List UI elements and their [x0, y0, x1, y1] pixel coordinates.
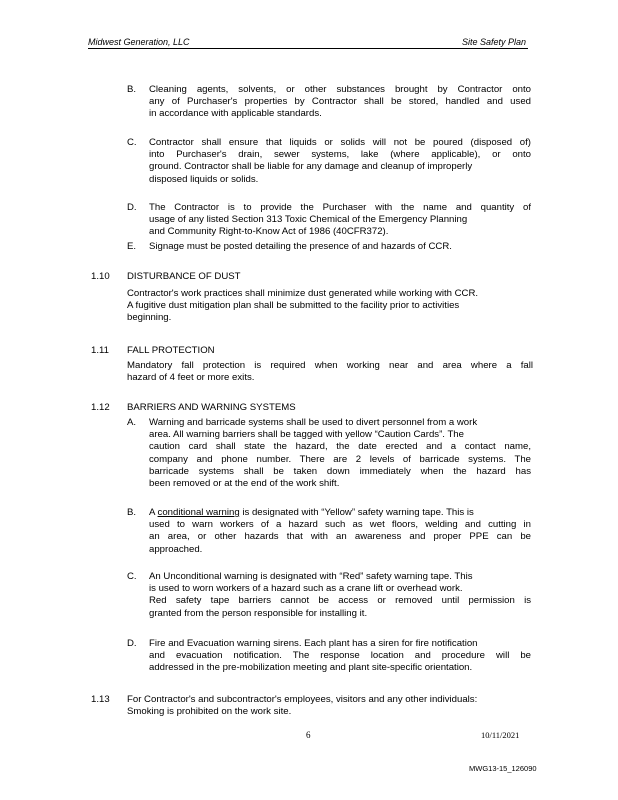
section-1-13-text: For Contractor's and subcontractor's employees, visitors and any other individuals: Smoking is prohibited on the work site.: [127, 694, 478, 718]
header-company: Midwest Generation, LLC: [88, 37, 190, 47]
page-number: 6: [306, 730, 311, 740]
section-1-10-number: 1.10: [91, 271, 110, 282]
item-1-12-d-text: Fire and Evacuation warning sirens. Each plant has a siren for fire notification and evacuation notification. The response location and procedure will be addressed in the pre-mobilization meeting and plant site-specific orientation.: [149, 638, 531, 674]
footer-date: 10/11/2021: [481, 730, 520, 740]
item-d-label: D.: [127, 202, 137, 213]
item-1-12-b-text: A conditional warning is designated with “Yellow” safety warning tape. This is used to warn workers of a hazard such as wet floors, welding and cutting in an area, or other hazards that with an awareness and proper PPE can be approached.: [149, 507, 531, 555]
item-b-label: B.: [127, 84, 137, 95]
item-1-12-c-label: C.: [127, 571, 137, 582]
item-b-text: Cleaning agents, solvents, or other substances brought by Contractor onto any of Purchaser's properties by Contractor shall be stored, handled and used in accordance with applicable standards.: [149, 84, 531, 120]
section-1-13-number: 1.13: [91, 694, 110, 705]
section-1-10-text: Contractor's work practices shall minimize dust generated while working with CCR. A fugitive dust mitigation plan shall be submitted to the facility prior to activities beginning.: [127, 288, 479, 324]
item-1-12-a-text: Warning and barricade systems shall be used to divert personnel from a work area. All warning barriers shall be tagged with yellow “Caution Cards”. The caution card shall state the hazard, the date erected and a contact name, company and phone number. There are 2 levels of barricade systems. The barricade systems shall be taken down immediately when the hazard has been removed or at the end of the work shift.: [149, 417, 531, 490]
item-e-text: Signage must be posted detailing the presence of and hazards of CCR.: [149, 241, 452, 252]
item-c-label: C.: [127, 137, 137, 148]
item-1-12-b-label: B.: [127, 507, 137, 518]
section-1-10-title: DISTURBANCE OF DUST: [127, 271, 241, 282]
item-c-text: Contractor shall ensure that liquids or solids will not be poured (disposed of) into Purchaser's drain, sewer systems, lake (where applicable), or onto ground. Contractor shall be liable for any damage and cleanup of improperly disposed liquids or solids.: [149, 137, 531, 185]
section-1-12-number: 1.12: [91, 402, 110, 413]
item-e-label: E.: [127, 241, 137, 252]
header-rule: [88, 48, 528, 49]
item-1-12-d-label: D.: [127, 638, 137, 649]
conditional-warning-term: conditional warning: [157, 507, 240, 518]
document-id: MWG13-15_126090: [469, 764, 537, 773]
section-1-11-number: 1.11: [91, 345, 109, 356]
section-1-11-title: FALL PROTECTION: [127, 345, 215, 356]
item-1-12-c-text: An Unconditional warning is designated with “Red” safety warning tape. This is used to worn workers of a hazard such as a crane lift or overhead work. Red safety tape barriers cannot be access or removed until permission is granted from the person responsible for installing it.: [149, 571, 531, 619]
item-d-text: The Contractor is to provide the Purchaser with the name and quantity of usage of any listed Section 313 Toxic Chemical of the Emergency Planning and Community Right-to-Know Act of 1986 (40CFR372).: [149, 202, 531, 238]
item-1-12-a-label: A.: [127, 417, 137, 428]
header-title: Site Safety Plan: [461, 37, 526, 47]
section-1-11-text: Mandatory fall protection is required when working near and area where a fall hazard of 4 feet or more exits.: [127, 360, 533, 384]
section-1-12-title: BARRIERS AND WARNING SYSTEMS: [127, 402, 296, 413]
